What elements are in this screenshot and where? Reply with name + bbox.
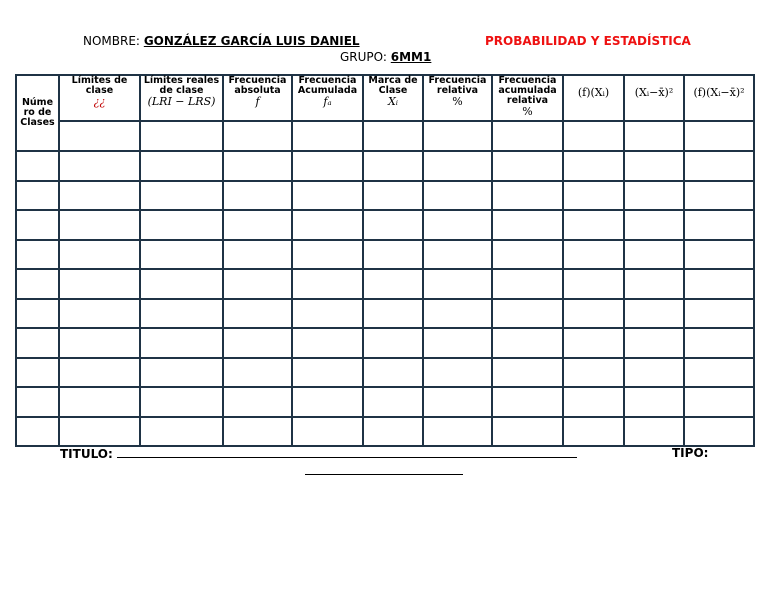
table-cell[interactable] [423, 151, 492, 181]
table-cell[interactable] [492, 358, 563, 388]
table-cell[interactable] [16, 387, 59, 417]
table-cell[interactable] [363, 358, 423, 388]
table-cell[interactable] [624, 328, 684, 358]
header-numero-clases [16, 75, 59, 151]
table-cell[interactable] [292, 269, 363, 299]
table-cell[interactable] [624, 210, 684, 240]
table-cell[interactable] [492, 269, 563, 299]
table-cell[interactable] [363, 151, 423, 181]
col-symbol: % [522, 105, 533, 118]
table-cell[interactable] [492, 240, 563, 270]
table-cell[interactable] [140, 328, 223, 358]
table-cell[interactable] [624, 387, 684, 417]
col-label: Marca de Clase [368, 75, 418, 96]
table-cell[interactable] [140, 151, 223, 181]
table-cell[interactable] [140, 299, 223, 329]
table-cell[interactable] [223, 417, 292, 447]
table-cell[interactable] [140, 358, 223, 388]
table-cell[interactable] [223, 269, 292, 299]
col-symbol: (f)(Xᵢ−x̄)² [693, 86, 745, 99]
titulo-line [60, 446, 577, 461]
table-cell[interactable] [624, 417, 684, 447]
table-cell[interactable] [59, 210, 140, 240]
table-cell[interactable] [563, 240, 624, 270]
table-cell[interactable] [563, 210, 624, 240]
table-cell[interactable] [684, 299, 754, 329]
table-row [16, 240, 754, 270]
table-cell[interactable] [363, 417, 423, 447]
header-frecuencia-acumulada-relativa [492, 75, 563, 121]
table-cell[interactable] [223, 387, 292, 417]
table-cell[interactable] [223, 240, 292, 270]
table-row [16, 299, 754, 329]
table-cell[interactable] [223, 121, 292, 151]
table-cell[interactable] [624, 358, 684, 388]
table-cell[interactable] [684, 328, 754, 358]
table-cell[interactable] [624, 121, 684, 151]
col-symbol: ¿¿ [93, 95, 106, 108]
table-cell[interactable] [423, 121, 492, 151]
titulo-blank[interactable] [117, 446, 577, 458]
table-cell[interactable] [363, 121, 423, 151]
table-cell[interactable] [492, 299, 563, 329]
table-cell[interactable] [292, 151, 363, 181]
table-cell[interactable] [16, 299, 59, 329]
table-cell[interactable] [563, 358, 624, 388]
table-cell[interactable] [423, 417, 492, 447]
table-cell[interactable] [292, 328, 363, 358]
table-cell[interactable] [59, 269, 140, 299]
tipo-blank[interactable] [305, 474, 463, 475]
table-cell[interactable] [363, 328, 423, 358]
table-cell[interactable] [59, 387, 140, 417]
table-cell[interactable] [223, 299, 292, 329]
table-cell[interactable] [59, 240, 140, 270]
table-row [16, 328, 754, 358]
table-cell[interactable] [563, 387, 624, 417]
table-cell[interactable] [16, 417, 59, 447]
table-cell[interactable] [140, 269, 223, 299]
table-row [16, 358, 754, 388]
table-cell[interactable] [423, 240, 492, 270]
table-cell[interactable] [563, 417, 624, 447]
table-cell[interactable] [563, 151, 624, 181]
table-cell[interactable] [223, 151, 292, 181]
grupo-value: 6MM1 [390, 50, 432, 64]
frequency-table [15, 74, 755, 447]
table-cell[interactable] [16, 240, 59, 270]
table-cell[interactable] [140, 417, 223, 447]
table-cell[interactable] [684, 387, 754, 417]
table-cell[interactable] [223, 358, 292, 388]
table-row [16, 417, 754, 447]
table-cell[interactable] [624, 240, 684, 270]
col-symbol: (f)(Xᵢ) [577, 86, 610, 99]
table-cell[interactable] [223, 328, 292, 358]
table-cell[interactable] [59, 121, 140, 151]
table-cell[interactable] [292, 358, 363, 388]
header-limites-clase [59, 75, 140, 121]
col-symbol: % [452, 95, 463, 108]
table-cell[interactable] [563, 121, 624, 151]
table-cell[interactable] [423, 387, 492, 417]
header-f-xi [563, 75, 624, 121]
table-cell[interactable] [223, 210, 292, 240]
table-cell[interactable] [292, 181, 363, 211]
table-cell[interactable] [423, 210, 492, 240]
table-cell[interactable] [423, 269, 492, 299]
header-marca-clase [363, 75, 423, 121]
table-cell[interactable] [16, 328, 59, 358]
table-cell[interactable] [492, 181, 563, 211]
student-name [83, 34, 360, 48]
table-cell[interactable] [363, 240, 423, 270]
table-cell[interactable] [624, 151, 684, 181]
table-cell[interactable] [16, 151, 59, 181]
table-cell[interactable] [292, 387, 363, 417]
table-cell[interactable] [492, 210, 563, 240]
table-cell[interactable] [423, 299, 492, 329]
col-label: Límites reales de clase [143, 75, 220, 96]
table-cell[interactable] [684, 240, 754, 270]
table-row [16, 210, 754, 240]
table-cell[interactable] [59, 151, 140, 181]
header-xi-minus-mean-sq [624, 75, 684, 121]
tipo-label: TIPO: [672, 446, 709, 460]
table-cell[interactable] [624, 269, 684, 299]
table-cell[interactable] [59, 328, 140, 358]
header-frecuencia-acumulada [292, 75, 363, 121]
table-cell[interactable] [292, 299, 363, 329]
header-limites-reales [140, 75, 223, 121]
table-row [16, 387, 754, 417]
table-cell[interactable] [563, 328, 624, 358]
table-cell[interactable] [140, 240, 223, 270]
table-cell[interactable] [16, 210, 59, 240]
table-cell[interactable] [140, 121, 223, 151]
table-cell[interactable] [59, 181, 140, 211]
table-cell[interactable] [292, 417, 363, 447]
col-label: Límites de clase [71, 75, 128, 96]
table-row [16, 181, 754, 211]
table-body [16, 151, 754, 446]
table-row [16, 269, 754, 299]
table-cell[interactable] [16, 269, 59, 299]
table-cell[interactable] [363, 269, 423, 299]
col-label: Frecuencia acumulada relativa [498, 75, 557, 106]
table-row [16, 121, 754, 151]
table-cell[interactable] [563, 269, 624, 299]
table-cell[interactable] [423, 358, 492, 388]
table-cell[interactable] [684, 181, 754, 211]
table-cell[interactable] [292, 121, 363, 151]
grupo-label: GRUPO: [340, 50, 387, 64]
table-cell[interactable] [16, 181, 59, 211]
table-cell[interactable] [223, 181, 292, 211]
table-cell[interactable] [363, 210, 423, 240]
table-cell[interactable] [684, 358, 754, 388]
table-cell[interactable] [492, 151, 563, 181]
table-cell[interactable] [59, 299, 140, 329]
table-cell[interactable] [363, 299, 423, 329]
col-symbol: f [255, 95, 260, 108]
header-frecuencia-relativa [423, 75, 492, 121]
group [340, 50, 431, 64]
table-cell[interactable] [16, 358, 59, 388]
table-cell[interactable] [59, 358, 140, 388]
table-cell[interactable] [492, 328, 563, 358]
table-cell[interactable] [684, 269, 754, 299]
table-cell[interactable] [684, 121, 754, 151]
header-line [0, 34, 768, 50]
nombre-label: NOMBRE: [83, 34, 140, 48]
col-label: Frecuencia Acumulada [297, 75, 358, 96]
table-cell[interactable] [363, 181, 423, 211]
table-cell[interactable] [684, 210, 754, 240]
col-label: Frecuencia absoluta [228, 75, 287, 96]
col-symbol: (LRI − LRS) [147, 95, 216, 108]
table-cell[interactable] [59, 417, 140, 447]
table-cell[interactable] [140, 181, 223, 211]
course-title: PROBABILIDAD Y ESTADÍSTICA [485, 34, 691, 48]
col-symbol: fₐ [323, 95, 332, 108]
table-cell[interactable] [292, 210, 363, 240]
table-cell[interactable] [684, 151, 754, 181]
table-cell[interactable] [492, 121, 563, 151]
nombre-value: GONZÁLEZ GARCÍA LUIS DANIEL [143, 34, 360, 48]
table-row [16, 151, 754, 181]
col-label: Frecuencia relativa [428, 75, 487, 96]
table-cell[interactable] [363, 387, 423, 417]
col-label: Núme ro de Clases [20, 97, 55, 128]
col-symbol: Xᵢ [387, 95, 399, 108]
table-cell[interactable] [624, 181, 684, 211]
table-cell[interactable] [563, 181, 624, 211]
col-symbol: (Xᵢ−x̄)² [634, 86, 674, 99]
header-f-xi-minus-mean-sq [684, 75, 754, 121]
table-cell[interactable] [423, 181, 492, 211]
table-cell[interactable] [492, 417, 563, 447]
table-cell[interactable] [624, 299, 684, 329]
header-frecuencia-absoluta [223, 75, 292, 121]
table-cell[interactable] [140, 387, 223, 417]
table-cell[interactable] [140, 210, 223, 240]
titulo-label: TITULO: [60, 447, 113, 461]
table-cell[interactable] [684, 417, 754, 447]
table-cell[interactable] [423, 328, 492, 358]
table-cell[interactable] [292, 240, 363, 270]
table-header-row [16, 75, 754, 121]
table-cell[interactable] [492, 387, 563, 417]
table-cell[interactable] [563, 299, 624, 329]
